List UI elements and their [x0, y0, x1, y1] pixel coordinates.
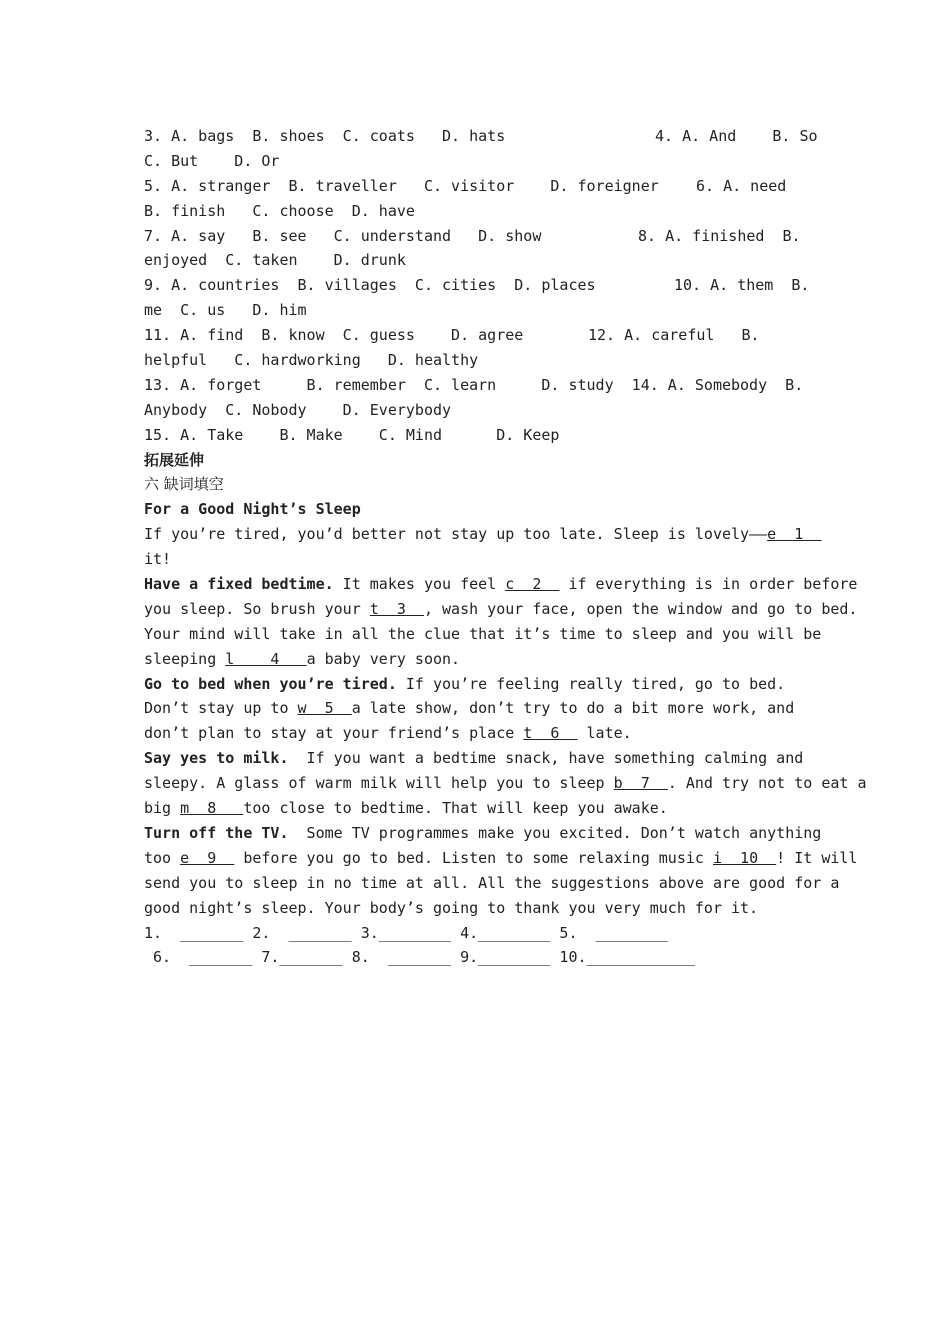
blank-9: e 9 [180, 848, 235, 867]
section-heading: 拓展延伸 [144, 450, 205, 469]
passage-line: Your mind will take in all the clue that it’s time to sleep and you will be [144, 624, 822, 643]
option-line: 13. A. forget B. remember C. learn D. study 14. A. Somebody B. [144, 375, 804, 394]
passage-line: Go to bed when you’re tired. If you’re feeling really tired, go to bed. [144, 674, 786, 693]
option-line: 9. A. countries B. villages C. cities D. places 10. A. them B. [144, 276, 810, 295]
passage-line: If you’re tired, you’d better not stay up too late. Sleep is lovely——e 1 [144, 525, 822, 544]
passage-line: don’t plan to stay at your friend’s place t 6 late. [144, 724, 632, 743]
blank-7: b 7 [613, 774, 668, 793]
passage-title: For a Good Night’s Sleep [144, 500, 361, 519]
section-subheading: 六 缺词填空 [144, 475, 224, 494]
tip-heading: Go to bed when you’re tired. [144, 674, 397, 693]
passage-line: good night’s sleep. Your body’s going to thank you very much for it. [144, 898, 759, 917]
option-line: 15. A. Take B. Make C. Mind D. Keep [144, 425, 560, 444]
passage-line: it! [144, 550, 172, 569]
blank-2: c 2 [505, 575, 560, 594]
passage-line: too e 9 before you go to bed. Listen to some relaxing music i 10 ! It will [144, 848, 858, 867]
passage-line: you sleep. So brush your t 3 , wash your face, open the window and go to bed. [144, 599, 858, 618]
worksheet-page [144, 124, 867, 970]
option-line: me C. us D. him [144, 301, 307, 320]
blank-1: e 1 [767, 525, 822, 544]
passage-line: Don’t stay up to w 5 a late show, don’t try to do a bit more work, and [144, 699, 795, 718]
option-line: 7. A. say B. see C. understand D. show 8. A. finished B. [144, 226, 801, 245]
tip-heading: Turn off the TV. [144, 823, 289, 842]
passage-line: send you to sleep in no time at all. All the suggestions above are good for a [144, 873, 840, 892]
passage-line: big m 8 too close to bedtime. That will keep you awake. [144, 799, 668, 818]
option-line: 11. A. find B. know C. guess D. agree 12. A. careful B. [144, 326, 760, 345]
blank-5: w 5 [297, 699, 352, 718]
option-line: C. But D. Or [144, 151, 280, 170]
blank-4: l 4 [225, 649, 307, 668]
blank-8: m 8 [180, 799, 244, 818]
passage-line: Have a fixed bedtime. It makes you feel c 2 if everything is in order before [144, 575, 858, 594]
tip-heading: Have a fixed bedtime. [144, 575, 334, 594]
passage-line: sleepy. A glass of warm milk will help you to sleep b 7 . And try not to eat a [144, 774, 867, 793]
blank-3: t 3 [369, 599, 424, 618]
blank-10: i 10 [712, 848, 777, 867]
answer-blanks-row: 6. _______ 7._______ 8. _______ 9.________ 10.____________ [144, 948, 695, 967]
answer-blanks-row: 1. _______ 2. _______ 3.________ 4.________ 5. ________ [144, 923, 668, 942]
option-line: enjoyed C. taken D. drunk [144, 251, 406, 270]
option-line: 3. A. bags B. shoes C. coats D. hats 4. A. And B. So [144, 127, 818, 145]
option-line: helpful C. hardworking D. healthy [144, 351, 479, 370]
passage-line: Turn off the TV. Some TV programmes make you excited. Don’t watch anything [144, 823, 822, 842]
option-line: B. finish C. choose D. have [144, 201, 415, 220]
option-line: 5. A. stranger B. traveller C. visitor D. foreigner 6. A. need [144, 176, 787, 195]
passage-line: sleeping l 4 a baby very soon. [144, 649, 461, 668]
tip-heading: Say yes to milk. [144, 749, 289, 768]
option-line: Anybody C. Nobody D. Everybody [144, 400, 452, 419]
passage-line: Say yes to milk. If you want a bedtime snack, have something calming and [144, 749, 804, 768]
blank-6: t 6 [523, 724, 578, 743]
